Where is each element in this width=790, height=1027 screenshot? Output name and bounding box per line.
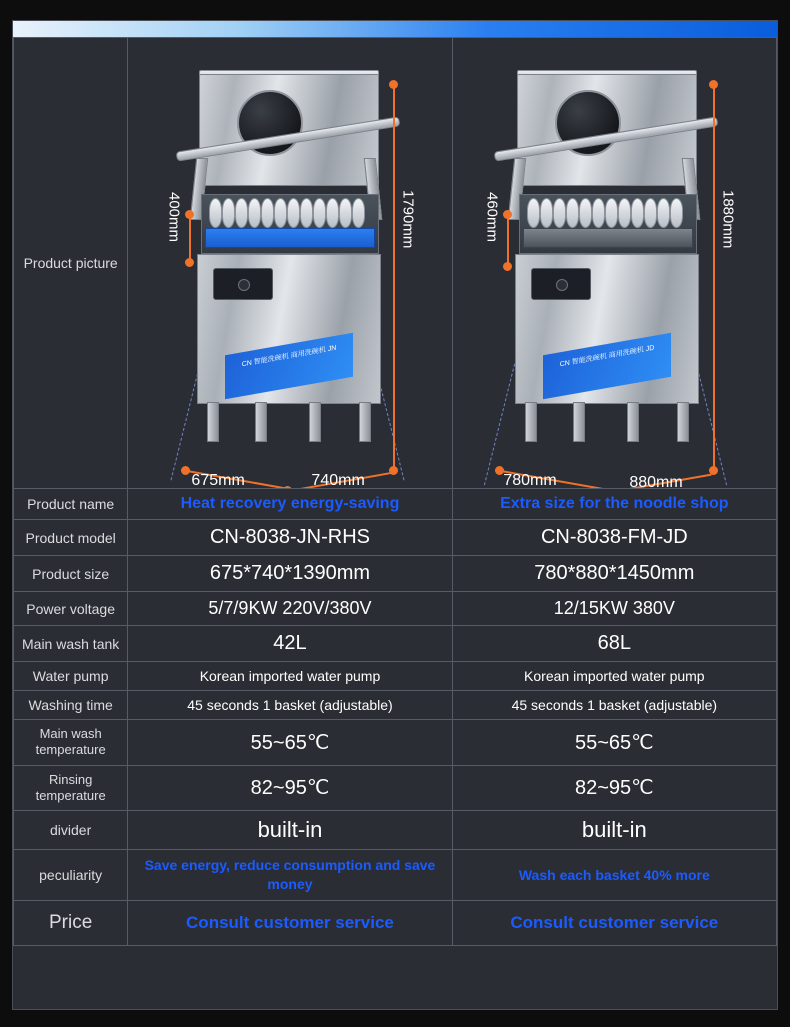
dim-total-height-left: 1790mm: [399, 190, 417, 249]
control-panel-left: [213, 268, 273, 300]
dish-stack-left: [209, 198, 369, 228]
cell-washing-time-left: 45 seconds 1 basket (adjustable): [128, 691, 452, 720]
dim-width-left: 740mm: [311, 472, 365, 488]
dim-depth-right: 780mm: [503, 472, 557, 488]
row-label-peculiarity: peculiarity: [14, 850, 128, 901]
table-row-main-wash-tank: [14, 626, 777, 662]
row-label-water-pump: Water pump: [14, 662, 128, 691]
product-picture-left: [128, 38, 452, 489]
cell-power-voltage-right: 12/15KW 380V: [452, 592, 776, 626]
dim-inner-height-left: 400mm: [165, 192, 183, 243]
row-label-product-model: Product model: [14, 520, 128, 556]
cell-product-size-left: 675*740*1390mm: [128, 556, 452, 592]
row-label-divider: divider: [14, 811, 128, 850]
cell-water-pump-left: Korean imported water pump: [128, 662, 452, 691]
legs-left: [197, 402, 379, 442]
top-gradient-bar: [13, 21, 777, 37]
dim-inner-height-right: 460mm: [483, 192, 501, 243]
cell-product-model-left: CN-8038-JN-RHS: [128, 520, 452, 556]
cell-washing-time-right: 45 seconds 1 basket (adjustable): [452, 691, 776, 720]
row-label-power-voltage: Power voltage: [14, 592, 128, 626]
machine-illustration-left: [128, 38, 451, 488]
legs-right: [515, 402, 697, 442]
table-row-main-wash-temperature: [14, 720, 777, 766]
row-label-main-wash-tank: Main wash tank: [14, 626, 128, 662]
cell-power-voltage-left: 5/7/9KW 220V/380V: [128, 592, 452, 626]
table-row-peculiarity: [14, 850, 777, 901]
dim-width-right: 880mm: [629, 474, 683, 488]
table-row-product-model: [14, 520, 777, 556]
product-picture-right: [452, 38, 776, 489]
row-label-product-picture: Product picture: [14, 38, 128, 489]
table-row-price: [14, 900, 777, 945]
table-row-divider: [14, 811, 777, 850]
table-row-product-picture: [14, 38, 777, 489]
row-label-price: Price: [14, 900, 128, 945]
table-row-product-size: [14, 556, 777, 592]
dim-total-height-right: 1880mm: [719, 190, 737, 249]
cell-main-wash-temperature-left: 55~65℃: [128, 720, 452, 766]
cell-peculiarity-right: Wash each basket 40% more: [452, 850, 776, 901]
row-label-product-size: Product size: [14, 556, 128, 592]
row-label-product-name: Product name: [14, 489, 128, 520]
cell-main-wash-tank-left: 42L: [128, 626, 452, 662]
cell-product-size-right: 780*880*1450mm: [452, 556, 776, 592]
cell-rinsing-temperature-left: 82~95℃: [128, 765, 452, 811]
dim-depth-left: 675mm: [191, 472, 245, 488]
cell-rinsing-temperature-right: 82~95℃: [452, 765, 776, 811]
row-label-washing-time: Washing time: [14, 691, 128, 720]
brand-text-left: CN 智能洗碗机 商用洗碗机 JN: [242, 344, 337, 369]
specification-table: [13, 37, 777, 946]
table-row-power-voltage: [14, 592, 777, 626]
cell-divider-left: built-in: [128, 811, 452, 850]
dish-basket-left: [205, 228, 375, 248]
table-row-product-name: [14, 489, 777, 520]
dish-basket-right: [523, 228, 693, 248]
cell-price-left[interactable]: Consult customer service: [128, 900, 452, 945]
cell-product-name-right: Extra size for the noodle shop: [452, 489, 776, 520]
cell-price-right[interactable]: Consult customer service: [452, 900, 776, 945]
table-row-water-pump: [14, 662, 777, 691]
machine-illustration-right: [453, 38, 776, 488]
table-row-rinsing-temperature: [14, 765, 777, 811]
cell-peculiarity-left: Save energy, reduce consumption and save money: [128, 850, 452, 901]
brand-text-right: CN 智能洗碗机 商用洗碗机 JD: [560, 344, 655, 369]
control-panel-right: [531, 268, 591, 300]
cell-water-pump-right: Korean imported water pump: [452, 662, 776, 691]
cell-divider-right: built-in: [452, 811, 776, 850]
row-label-rinsing-temperature: Rinsing temperature: [14, 765, 128, 811]
cell-main-wash-tank-right: 68L: [452, 626, 776, 662]
dish-stack-right: [527, 198, 687, 228]
row-label-main-wash-temperature: Main wash temperature: [14, 720, 128, 766]
table-row-washing-time: [14, 691, 777, 720]
cell-product-name-left: Heat recovery energy-saving: [128, 489, 452, 520]
cell-main-wash-temperature-right: 55~65℃: [452, 720, 776, 766]
cell-product-model-right: CN-8038-FM-JD: [452, 520, 776, 556]
